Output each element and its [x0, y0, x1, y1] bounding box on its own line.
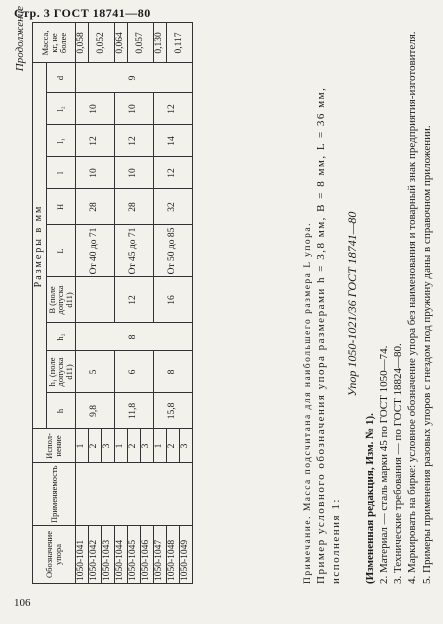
header-b: B (поле допуска d11) — [46, 277, 76, 323]
table-row — [76, 23, 89, 584]
cell-mass: 0,117 — [167, 23, 193, 63]
header-l1: l₁ — [46, 125, 76, 157]
cell-l2: 10 — [76, 93, 115, 125]
cell-version: 2 — [128, 429, 141, 463]
cell-b: 12 — [115, 277, 154, 323]
header-height: H — [46, 189, 76, 225]
notes-block — [302, 24, 434, 584]
cell-version: 2 — [89, 429, 102, 463]
page-header: Стр. 3 ГОСТ 18741—80 — [14, 6, 151, 20]
header-version: Испол-нение — [33, 429, 76, 463]
cell-l1: 14 — [154, 125, 193, 157]
header-l2: l₂ — [46, 93, 76, 125]
note-material: 2. Материал — сталь марки 45 по ГОСТ 1050—74. — [377, 345, 390, 584]
cell-h1: 8 — [154, 351, 193, 393]
cell-mass: 0,052 — [89, 23, 115, 63]
cell-version: 1 — [76, 429, 89, 463]
cell-designation: 1050-1045 — [128, 526, 141, 584]
cell-h: 15,8 — [154, 393, 193, 429]
header-l-length: L — [46, 225, 76, 277]
cell-version: 3 — [141, 429, 154, 463]
cell-designation: 1050-1041 — [76, 526, 89, 584]
continued-label: Продолжение — [14, 6, 26, 72]
header-mass: Масса, кг, не более — [33, 23, 76, 63]
cell-l-length: От 45 до 71 — [115, 225, 154, 277]
cell-designation: 1050-1048 — [167, 526, 180, 584]
cell-height: 28 — [76, 189, 115, 225]
cell-b: 16 — [154, 277, 193, 323]
note-technical-requirements: 3. Технические требования — по ГОСТ 18824—80. — [392, 343, 405, 584]
cell-applicability — [76, 463, 193, 526]
dimensions-table — [32, 22, 193, 584]
cell-l: 10 — [76, 157, 115, 189]
cell-l1: 12 — [76, 125, 115, 157]
cell-b — [76, 277, 115, 323]
cell-designation: 1050-1044 — [115, 526, 128, 584]
cell-h2: 8 — [76, 323, 193, 351]
header-l: l — [46, 157, 76, 189]
note-marking: 4. Маркировать на бирке: условное обозначение упора без наименования и товарный знак предприятия-изготовителя. — [406, 31, 419, 584]
cell-l1: 12 — [115, 125, 154, 157]
cell-h1: 5 — [76, 351, 115, 393]
cell-l-length: От 50 до 85 — [154, 225, 193, 277]
cell-designation: 1050-1042 — [89, 526, 102, 584]
header-applicability: Применяемость — [33, 463, 76, 526]
mass-note: Примечание. Масса подсчитана для наибольшего размера L упора. — [303, 221, 313, 584]
cell-designation: 1050-1043 — [102, 526, 115, 584]
cell-version: 3 — [102, 429, 115, 463]
cell-mass: 0,064 — [115, 23, 128, 63]
cell-version: 2 — [167, 429, 180, 463]
note-examples: 5. Примеры применения разовых упоров с гнездом под пружину даны в справочном приложении. — [420, 125, 433, 584]
cell-l: 10 — [115, 157, 154, 189]
cell-h: 11,8 — [115, 393, 154, 429]
cell-mass: 0,058 — [76, 23, 89, 63]
cell-height: 28 — [115, 189, 154, 225]
cell-h: 9,8 — [76, 393, 115, 429]
cell-l2: 10 — [115, 93, 154, 125]
designation-example: Пример условного обозначения упора размерами h = 3,8 мм, B = 8 мм, L = 36 мм, исполнения 1: — [315, 86, 342, 584]
cell-mass: 0,057 — [128, 23, 154, 63]
cell-d: 9 — [76, 63, 193, 93]
cell-h1: 6 — [115, 351, 154, 393]
cell-version: 1 — [115, 429, 128, 463]
cell-height: 32 — [154, 189, 193, 225]
cell-designation: 1050-1049 — [180, 526, 193, 584]
cell-version: 1 — [154, 429, 167, 463]
example-designation-title: Упор 1050-1021/36 ГОСТ 18741—80 — [344, 211, 359, 397]
cell-version: 3 — [180, 429, 193, 463]
header-sizes-group: Размеры в мм — [33, 63, 47, 429]
cell-designation: 1050-1046 — [141, 526, 154, 584]
edition-note: (Измененная редакция, Изм. № 1). — [363, 413, 376, 584]
cell-l-length: От 40 до 71 — [76, 225, 115, 277]
cell-l: 12 — [154, 157, 193, 189]
header-h2: h₂ — [46, 323, 76, 351]
header-h: h — [46, 393, 76, 429]
header-h1: h₁ (поле допуска d11) — [46, 351, 76, 393]
page-number: 106 — [14, 597, 31, 609]
rotated-page-content — [10, 0, 433, 600]
cell-designation: 1050-1047 — [154, 526, 167, 584]
header-d: d — [46, 63, 76, 93]
header-designation: Обозначение упора — [33, 526, 76, 584]
cell-l2: 12 — [154, 93, 193, 125]
cell-mass: 0,130 — [154, 23, 167, 63]
